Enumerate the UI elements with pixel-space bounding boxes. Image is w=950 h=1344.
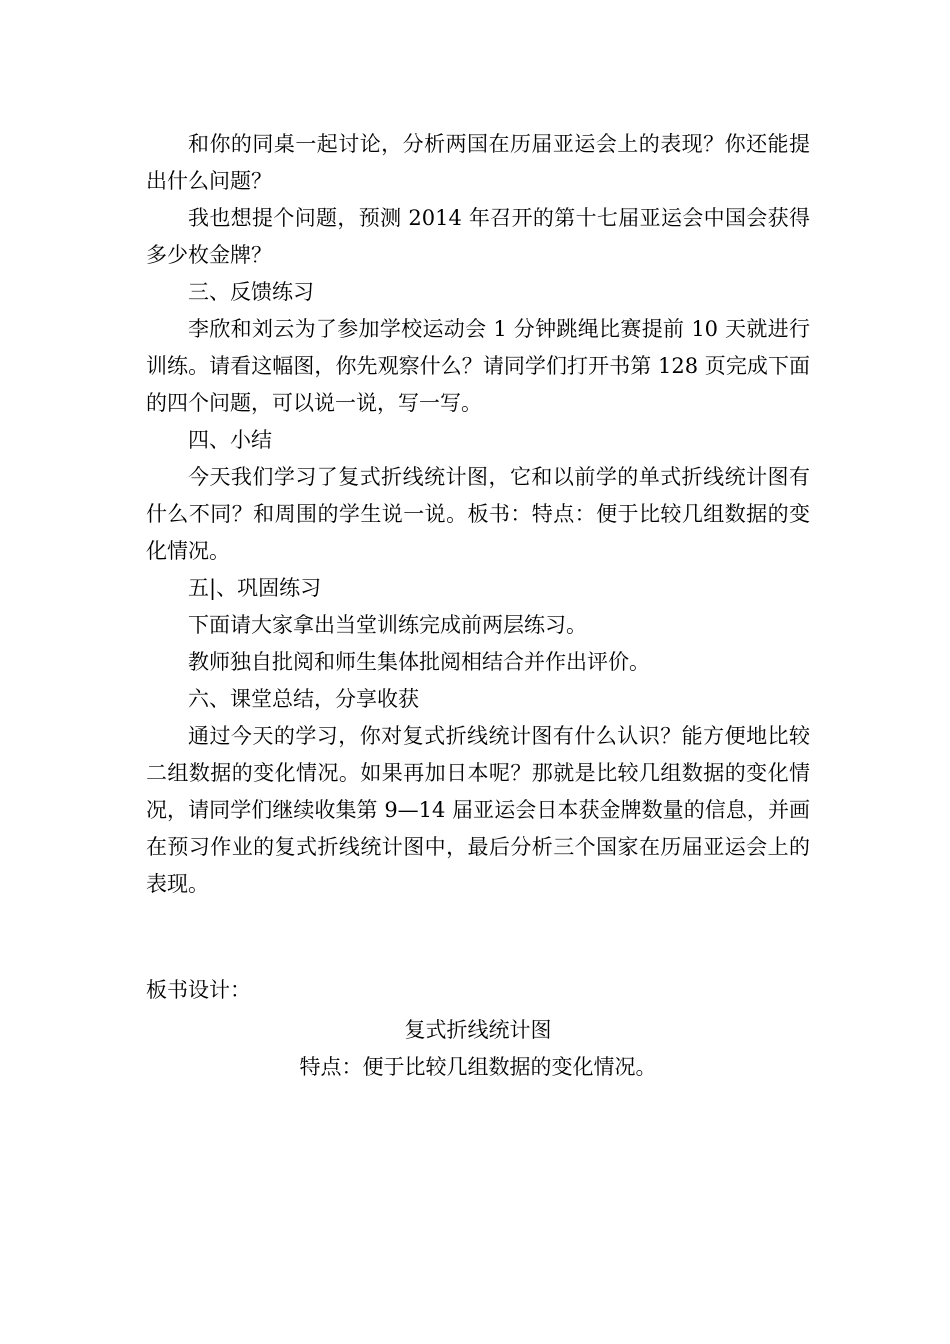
board-design-label: 板书设计： xyxy=(146,978,251,1002)
paragraph-evaluation: 教师独自批阅和师生集体批阅相结合并作出评价。 xyxy=(188,650,650,674)
section-heading-feedback: 三、反馈练习 xyxy=(188,280,314,304)
board-design-title: 复式折线统计图 xyxy=(404,1018,552,1042)
board-design-feature: 特点：便于比较几组数据的变化情况。 xyxy=(299,1055,657,1079)
paragraph-discussion: 和你的同桌一起讨论，分析两国在历届亚运会上的表现？你还能提出什么问题？ xyxy=(146,132,810,193)
lesson-body xyxy=(146,126,810,903)
section-heading-summary: 四、小结 xyxy=(188,428,272,452)
paragraph-prediction: 我也想提个问题，预测 2014 年召开的第十七届亚运会中国会获得多少枚金牌？ xyxy=(146,206,810,267)
section-heading-practice: 五|、巩固练习 xyxy=(188,576,322,600)
board-design xyxy=(146,972,810,1086)
section-heading-conclusion: 六、课堂总结，分享收获 xyxy=(188,687,419,711)
paragraph-summary: 今天我们学习了复式折线统计图，它和以前学的单式折线统计图有什么不同？和周围的学生说一说。板书：特点：便于比较几组数据的变化情况。 xyxy=(146,465,810,563)
paragraph-conclusion: 通过今天的学习，你对复式折线统计图有什么认识？能方便地比较二组数据的变化情况。如果再加日本呢？那就是比较几组数据的变化情况，请同学们继续收集第 9—14 届亚运会日本获金牌数量的信息，并画在预习作业的复式折线统计图中，最后分析三个国家在历届亚运会上的表现。 xyxy=(146,724,810,896)
paragraph-practice: 下面请大家拿出当堂训练完成前两层练习。 xyxy=(188,613,587,637)
paragraph-feedback: 李欣和刘云为了参加学校运动会 1 分钟跳绳比赛提前 10 天就进行训练。请看这幅图，你先观察什么？请同学们打开书第 128 页完成下面的四个问题，可以说一说，写一写。 xyxy=(146,317,810,415)
